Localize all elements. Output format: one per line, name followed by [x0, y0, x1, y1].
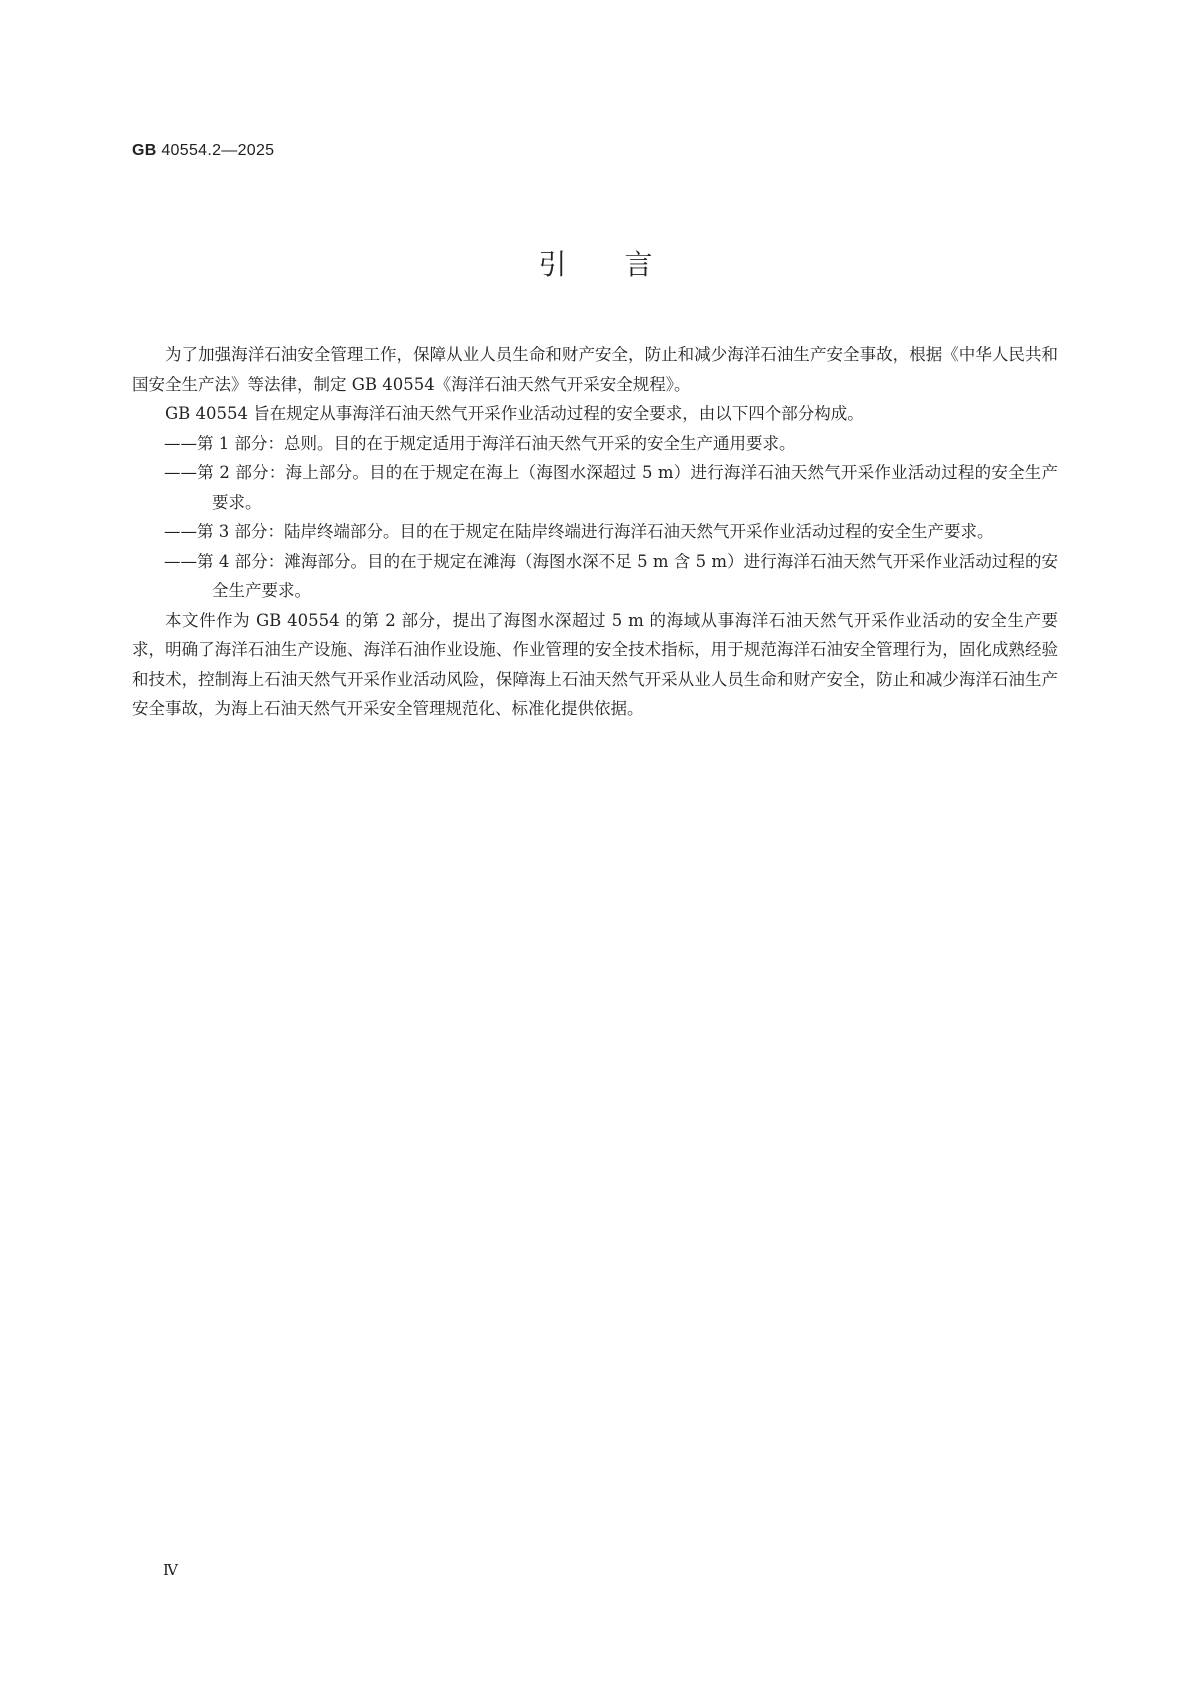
- closing-paragraph: 本文件作为 GB 40554 的第 2 部分，提出了海图水深超过 5 m 的海域从事海洋石油天然气开采作业活动的安全生产要求，明确了海洋石油生产设施、海洋石油作业设施、作业管理的安全技术指标，用于规范海洋石油安全管理行为，固化成熟经验和技术，控制海上石油天然气开采作业活动风险，保障海上石油天然气开采从业人员生命和财产安全，防止和减少海洋石油生产安全事故，为海上石油天然气开采安全管理规范化、标准化提供依据。: [132, 610, 1058, 718]
- page-number: Ⅳ: [163, 1561, 178, 1579]
- document-code-prefix: GB: [132, 142, 157, 159]
- document-code: [132, 142, 274, 160]
- list-item-part-4: ——第 4 部分：滩海部分。目的在于规定在滩海（海图水深不足 5 m 含 5 m）进行海洋石油天然气开采作业活动过程的安全生产要求。: [164, 551, 1058, 600]
- intro-paragraph-1: 为了加强海洋石油安全管理工作，保障从业人员生命和财产安全，防止和减少海洋石油生产安全事故，根据《中华人民共和国安全生产法》等法律，制定 GB 40554《海洋石油天然气开采安全规程》。: [132, 345, 1058, 394]
- document-code-number: 40554.2—2025: [156, 142, 275, 159]
- list-item-part-3: ——第 3 部分：陆岸终端部分。目的在于规定在陆岸终端进行海洋石油天然气开采作业活动过程的安全生产要求。: [164, 522, 994, 541]
- section-title: 引言: [538, 248, 711, 281]
- intro-paragraph-2: GB 40554 旨在规定从事海洋石油天然气开采作业活动过程的安全要求，由以下四个部分构成。: [165, 404, 864, 423]
- body-text: [132, 340, 1058, 724]
- list-item-part-2: ——第 2 部分：海上部分。目的在于规定在海上（海图水深超过 5 m）进行海洋石油天然气开采作业活动过程的安全生产要求。: [164, 463, 1058, 512]
- list-item-part-1: ——第 1 部分：总则。目的在于规定适用于海洋石油天然气开采的安全生产通用要求。: [164, 433, 796, 453]
